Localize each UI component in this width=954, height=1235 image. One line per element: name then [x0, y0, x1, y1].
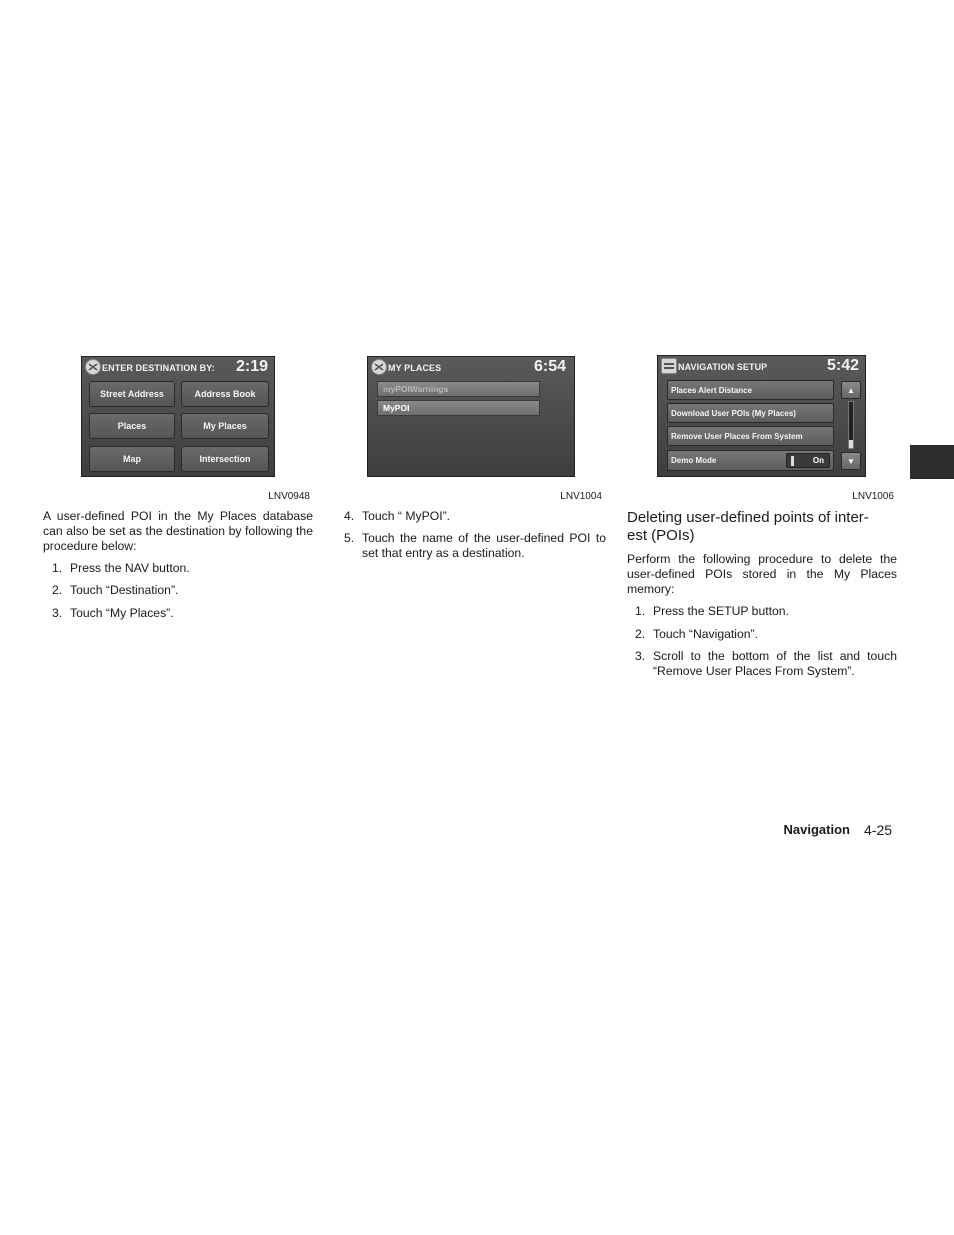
step-number: 2. [52, 583, 63, 597]
scrollbar-thumb[interactable] [849, 440, 853, 448]
screen-header [658, 356, 865, 376]
demo-mode-toggle[interactable] [786, 453, 830, 468]
address-book-button[interactable]: Address Book [181, 381, 269, 407]
list-item [635, 627, 897, 643]
heading-line: est (POIs) [627, 527, 695, 544]
setup-icon [661, 358, 677, 374]
step-number: 1. [635, 604, 646, 618]
list-item[interactable]: myPOIWarnings [377, 381, 540, 397]
nav-icon [85, 359, 101, 375]
screen-title: ENTER DESTINATION BY: [102, 363, 215, 373]
step-text: Touch “Navigation”. [653, 627, 758, 641]
places-button[interactable]: Places [89, 413, 175, 439]
step-number: 1. [52, 561, 63, 575]
nav-icon [371, 359, 387, 375]
download-user-pois-item[interactable]: Download User POIs (My Places) [667, 403, 834, 423]
places-alert-distance-item[interactable]: Places Alert Distance [667, 380, 834, 400]
figure-code: LNV1006 [852, 491, 894, 502]
intersection-button[interactable]: Intersection [181, 446, 269, 472]
arrow-up-icon: ▲ [847, 385, 855, 395]
map-button[interactable]: Map [89, 446, 175, 472]
figure-code: LNV0948 [268, 491, 310, 502]
list-item [635, 649, 897, 681]
demo-mode-label: Demo Mode [671, 456, 717, 465]
screenshot-enter-destination [81, 356, 275, 477]
step-number: 2. [635, 627, 646, 641]
step-number: 5. [344, 531, 355, 545]
arrow-down-icon: ▼ [847, 456, 855, 466]
step-text: Touch “My Places”. [70, 606, 174, 620]
step-text: Touch “Destination”. [70, 583, 179, 597]
screenshot-my-places [367, 356, 575, 477]
step-number: 3. [52, 606, 63, 620]
footer-section-name: Navigation [783, 822, 850, 837]
screen-clock: 2:19 [235, 358, 268, 375]
list-item [52, 606, 314, 622]
screen-title: NAVIGATION SETUP [678, 362, 768, 372]
intro-paragraph: Perform the following procedure to delete the user-defined POIs stored in the My Places memory: [627, 552, 897, 596]
screen-title: MY PLACES [388, 363, 442, 373]
toggle-value: On [812, 456, 824, 465]
scroll-up-button[interactable] [841, 381, 861, 399]
scroll-down-button[interactable] [841, 452, 861, 470]
list-item [52, 561, 314, 577]
demo-mode-item[interactable] [667, 450, 834, 471]
list-item[interactable]: MyPOI [377, 400, 540, 416]
scrollbar-track[interactable] [848, 401, 854, 449]
screen-header [82, 357, 274, 377]
page-number: 4-25 [864, 822, 893, 838]
remove-user-places-item[interactable]: Remove User Places From System [667, 426, 834, 446]
section-heading [627, 509, 899, 545]
step-text: Press the SETUP button. [653, 604, 789, 618]
list-item [635, 604, 897, 620]
step-text: Touch “ MyPOI”. [362, 509, 451, 523]
list-item [52, 583, 314, 599]
list-item [344, 531, 606, 563]
list-item [344, 509, 606, 525]
screen-header [368, 357, 574, 377]
step-text: Scroll to the bottom of the list and touch “Remove User Places From System”. [653, 649, 897, 678]
intro-paragraph: A user-defined POI in the My Places database can also be set as the destination by following the procedure below: [43, 509, 313, 553]
screen-clock: 6:54 [533, 358, 566, 375]
street-address-button[interactable]: Street Address [89, 381, 175, 407]
step-text: Press the NAV button. [70, 561, 190, 575]
heading-line: Deleting user-defined points of inter- [627, 509, 869, 526]
chapter-tab-marker [910, 445, 954, 479]
step-number: 4. [344, 509, 355, 523]
figure-code: LNV1004 [560, 491, 602, 502]
my-places-button[interactable]: My Places [181, 413, 269, 439]
step-number: 3. [635, 649, 646, 663]
screenshot-navigation-setup [657, 355, 866, 477]
screen-clock: 5:42 [826, 357, 859, 374]
step-text: Touch the name of the user-defined POI to set that entry as a destination. [362, 531, 606, 560]
toggle-knob [791, 456, 794, 466]
